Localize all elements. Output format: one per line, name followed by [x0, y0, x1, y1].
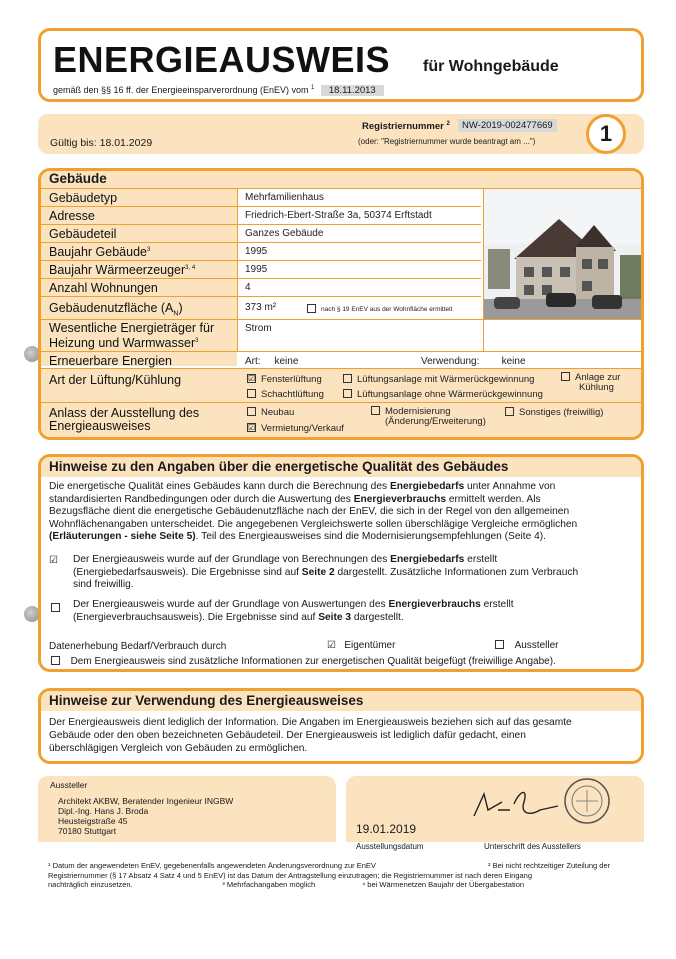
value-nutzflaeche: 373 m² [245, 302, 277, 313]
reason-vermietung[interactable]: ☑ Vermietung/Verkauf [248, 422, 344, 434]
vent-mit-wrg[interactable]: Lüftungsanlage mit Wärmerückgewinnung [343, 374, 534, 385]
title-sub: für Wohngebäude [423, 58, 559, 75]
building-photo [484, 189, 644, 319]
checkbox-verbrauch[interactable] [51, 600, 65, 618]
value-gebaeudetyp: Mehrfamilienhaus [245, 192, 324, 203]
data-collection-label: Datenerhebung Bedarf/Verbrauch durch [49, 641, 227, 652]
label-nutzflaeche: Gebäudenutzfläche $(A_N)$ [49, 301, 183, 318]
issuer-address: Architekt AKBW, Beratender Ingenieur INGBW Dipl.-Ing. Hans J. Broda Heusteigstraße 45 70180 Stuttgart [58, 796, 234, 836]
text-bedarf: Der Energieausweis wurde auf der Grundlage von Berechnungen des Energiebedarfs erstellt (Energiebedarfsausweis). Die Ergebnisse sind auf Seite 2 dargestellt. Zusätzliche Informationen zum Verbrauch sind freiwillig. [73, 554, 579, 590]
label-adresse: Adresse [49, 209, 95, 223]
hints-title: Hinweise zu den Angaben über die energetische Qualität des Gebäudes [49, 459, 509, 474]
issue-date: 19.01.2019 [356, 822, 417, 836]
vent-kuehlung[interactable]: Anlage zur Kühlung [561, 373, 620, 393]
value-baujahr-gebaeude: 1995 [245, 246, 268, 257]
value-baujahr-waermeerzeuger: 1995 [245, 264, 268, 275]
checkbox-bedarf[interactable]: ☑ [49, 555, 58, 566]
usage-title: Hinweise zur Verwendung des Energieausweises [49, 693, 364, 708]
registration-label: Registriernummer $^2$ [362, 121, 450, 133]
label-baujahr-gebaeude: Baujahr Gebäude$^3$ [49, 245, 151, 259]
signature-label: Unterschrift des Ausstellers [484, 842, 581, 851]
vent-ohne-wrg[interactable]: Lüftungsanlage ohne Wärmerückgewinnung [343, 389, 543, 400]
page-number-badge [586, 114, 626, 154]
checkbox-issuer[interactable]: Aussteller [495, 640, 558, 651]
label-lueftung: Art der Lüftung/Kühlung [49, 373, 182, 387]
enev-date: 18.11.2013 [321, 85, 384, 96]
value-adresse: Friedrich-Ebert-Straße 3a, 50374 Erftstadt [245, 210, 432, 221]
reason-sonstiges[interactable]: Sonstiges (freiwillig) [505, 407, 603, 418]
building-section-title: Gebäude [49, 171, 107, 186]
header-box [38, 28, 644, 102]
label-gebaeudetyp: Gebäudetyp [49, 191, 118, 205]
page-number: 1 [599, 121, 613, 146]
title-main: ENERGIEAUSWEIS [53, 39, 391, 80]
footnotes-left: ¹ Datum der angewendeten EnEV, gegebenenfalls angewendeten Änderungsverordnung zur EnEV Registriernummer (§ 17 Absatz 4 Satz 4 und 5 EnEV) ist das Datum der Antragstellung einzutragen; die Registriernummer ist nach deren Eingang nachträglich einzusetzen. ³ Mehrfachangaben möglich [48, 861, 533, 889]
label-anlass: Anlass der Ausstellung des Energieausweises [49, 406, 200, 433]
hints-paragraph: Die energetische Qualität eines Gebäudes kann durch die Berechnung des Energiebedarfs unter Annahme von standardisierten Randbedingungen oder durch die Auswertung des Energieverbrauchs ermittelt werden. Als Bezugsfläche dient die energetische Gebäudenutzfläche nach der EnEV, die sich in der Regel von den allgemeinen Wohnflächenangaben unterscheidet. Die angegebenen Vergleichswerte sollen überschlägige Vergleiche ermöglichen (Erläuterungen - siehe Seite 5). Teil des Energieausweises sind die Modernisierungsempfehlungen (Seite 4). [49, 481, 578, 542]
reason-modernisierung[interactable]: Modernisierung (Änderung/Erweiterung) [371, 407, 486, 427]
valid-until: Gültig bis: 18.01.2029 [50, 137, 153, 149]
reason-neubau[interactable]: Neubau [247, 407, 294, 418]
label-anzahl-wohnungen: Anzahl Wohnungen [49, 281, 158, 295]
usage-box [38, 688, 644, 764]
value-gebaeudeteil: Ganzes Gebäude [245, 228, 324, 239]
footnote-2: ² Bei nicht rechtzeitiger Zuteilung der [488, 861, 611, 870]
checkbox-owner[interactable]: ☑ Eigentümer [327, 640, 396, 651]
subtitle: gemäß den §§ 16 ff. der Energieeinsparverordnung (EnEV) vom $^1$ 18.11.2013 [53, 85, 384, 96]
footnote-4: ⁴ bei Wärmenetzen Baujahr der Übergabestation [362, 880, 525, 889]
nutzflaeche-option: nach § 19 EnEV aus der Wohnfläche ermittelt [307, 305, 452, 314]
hints-box [38, 454, 644, 672]
issue-date-label: Ausstellungsdatum [356, 842, 424, 851]
vent-fensterlueftung[interactable]: ☑ Fensterlüftung [248, 373, 322, 385]
issuer-label: Aussteller [50, 780, 88, 790]
text-verbrauch: Der Energieausweis wurde auf der Grundlage von Auswertungen des Energieverbrauchs erstellt (Energieverbrauchsausweis). Die Ergebnisse sind auf Seite 3 dargestellt. [73, 599, 514, 623]
renewable-use: Verwendung: keine [421, 356, 526, 367]
building-box [38, 168, 644, 440]
registration-bar [38, 114, 644, 154]
label-gebaeudeteil: Gebäudeteil [49, 227, 117, 241]
signature [468, 780, 568, 826]
stamp-seal [562, 776, 612, 826]
vent-schacht[interactable]: Schachtlüftung [247, 389, 324, 400]
value-anzahl-wohnungen: 4 [245, 282, 251, 293]
registration-note: (oder: "Registriernummer wurde beantragt am ...") [358, 137, 536, 146]
registration-number: NW-2019-002477669 [458, 119, 557, 132]
label-energietraeger: Wesentliche Energieträger für Heizung und Warmwasser$^3$ [49, 321, 215, 351]
renewable-art: Art: keine [245, 356, 299, 367]
label-erneuerbare: Erneuerbare Energien [49, 354, 172, 368]
label-baujahr-waermeerzeuger: Baujahr Wärmeerzeuger$^{3, 4}$ [49, 263, 196, 277]
checkbox-extra-info[interactable]: Dem Energieausweis sind zusätzliche Informationen zur energetischen Qualität beigefügt (freiwillige Angabe). [51, 656, 556, 667]
value-energietraeger: Strom [245, 323, 272, 334]
usage-text: Der Energieausweis dient lediglich der Information. Die Angaben im Energieausweis beziehen sich auf das gesamte Gebäude oder den oben bezeichneten Gebäudeteil. Der Energieausweis ist lediglich dafür gedacht, einen überschlägigen Vergleich von Gebäuden zu ermöglichen. [49, 717, 572, 754]
